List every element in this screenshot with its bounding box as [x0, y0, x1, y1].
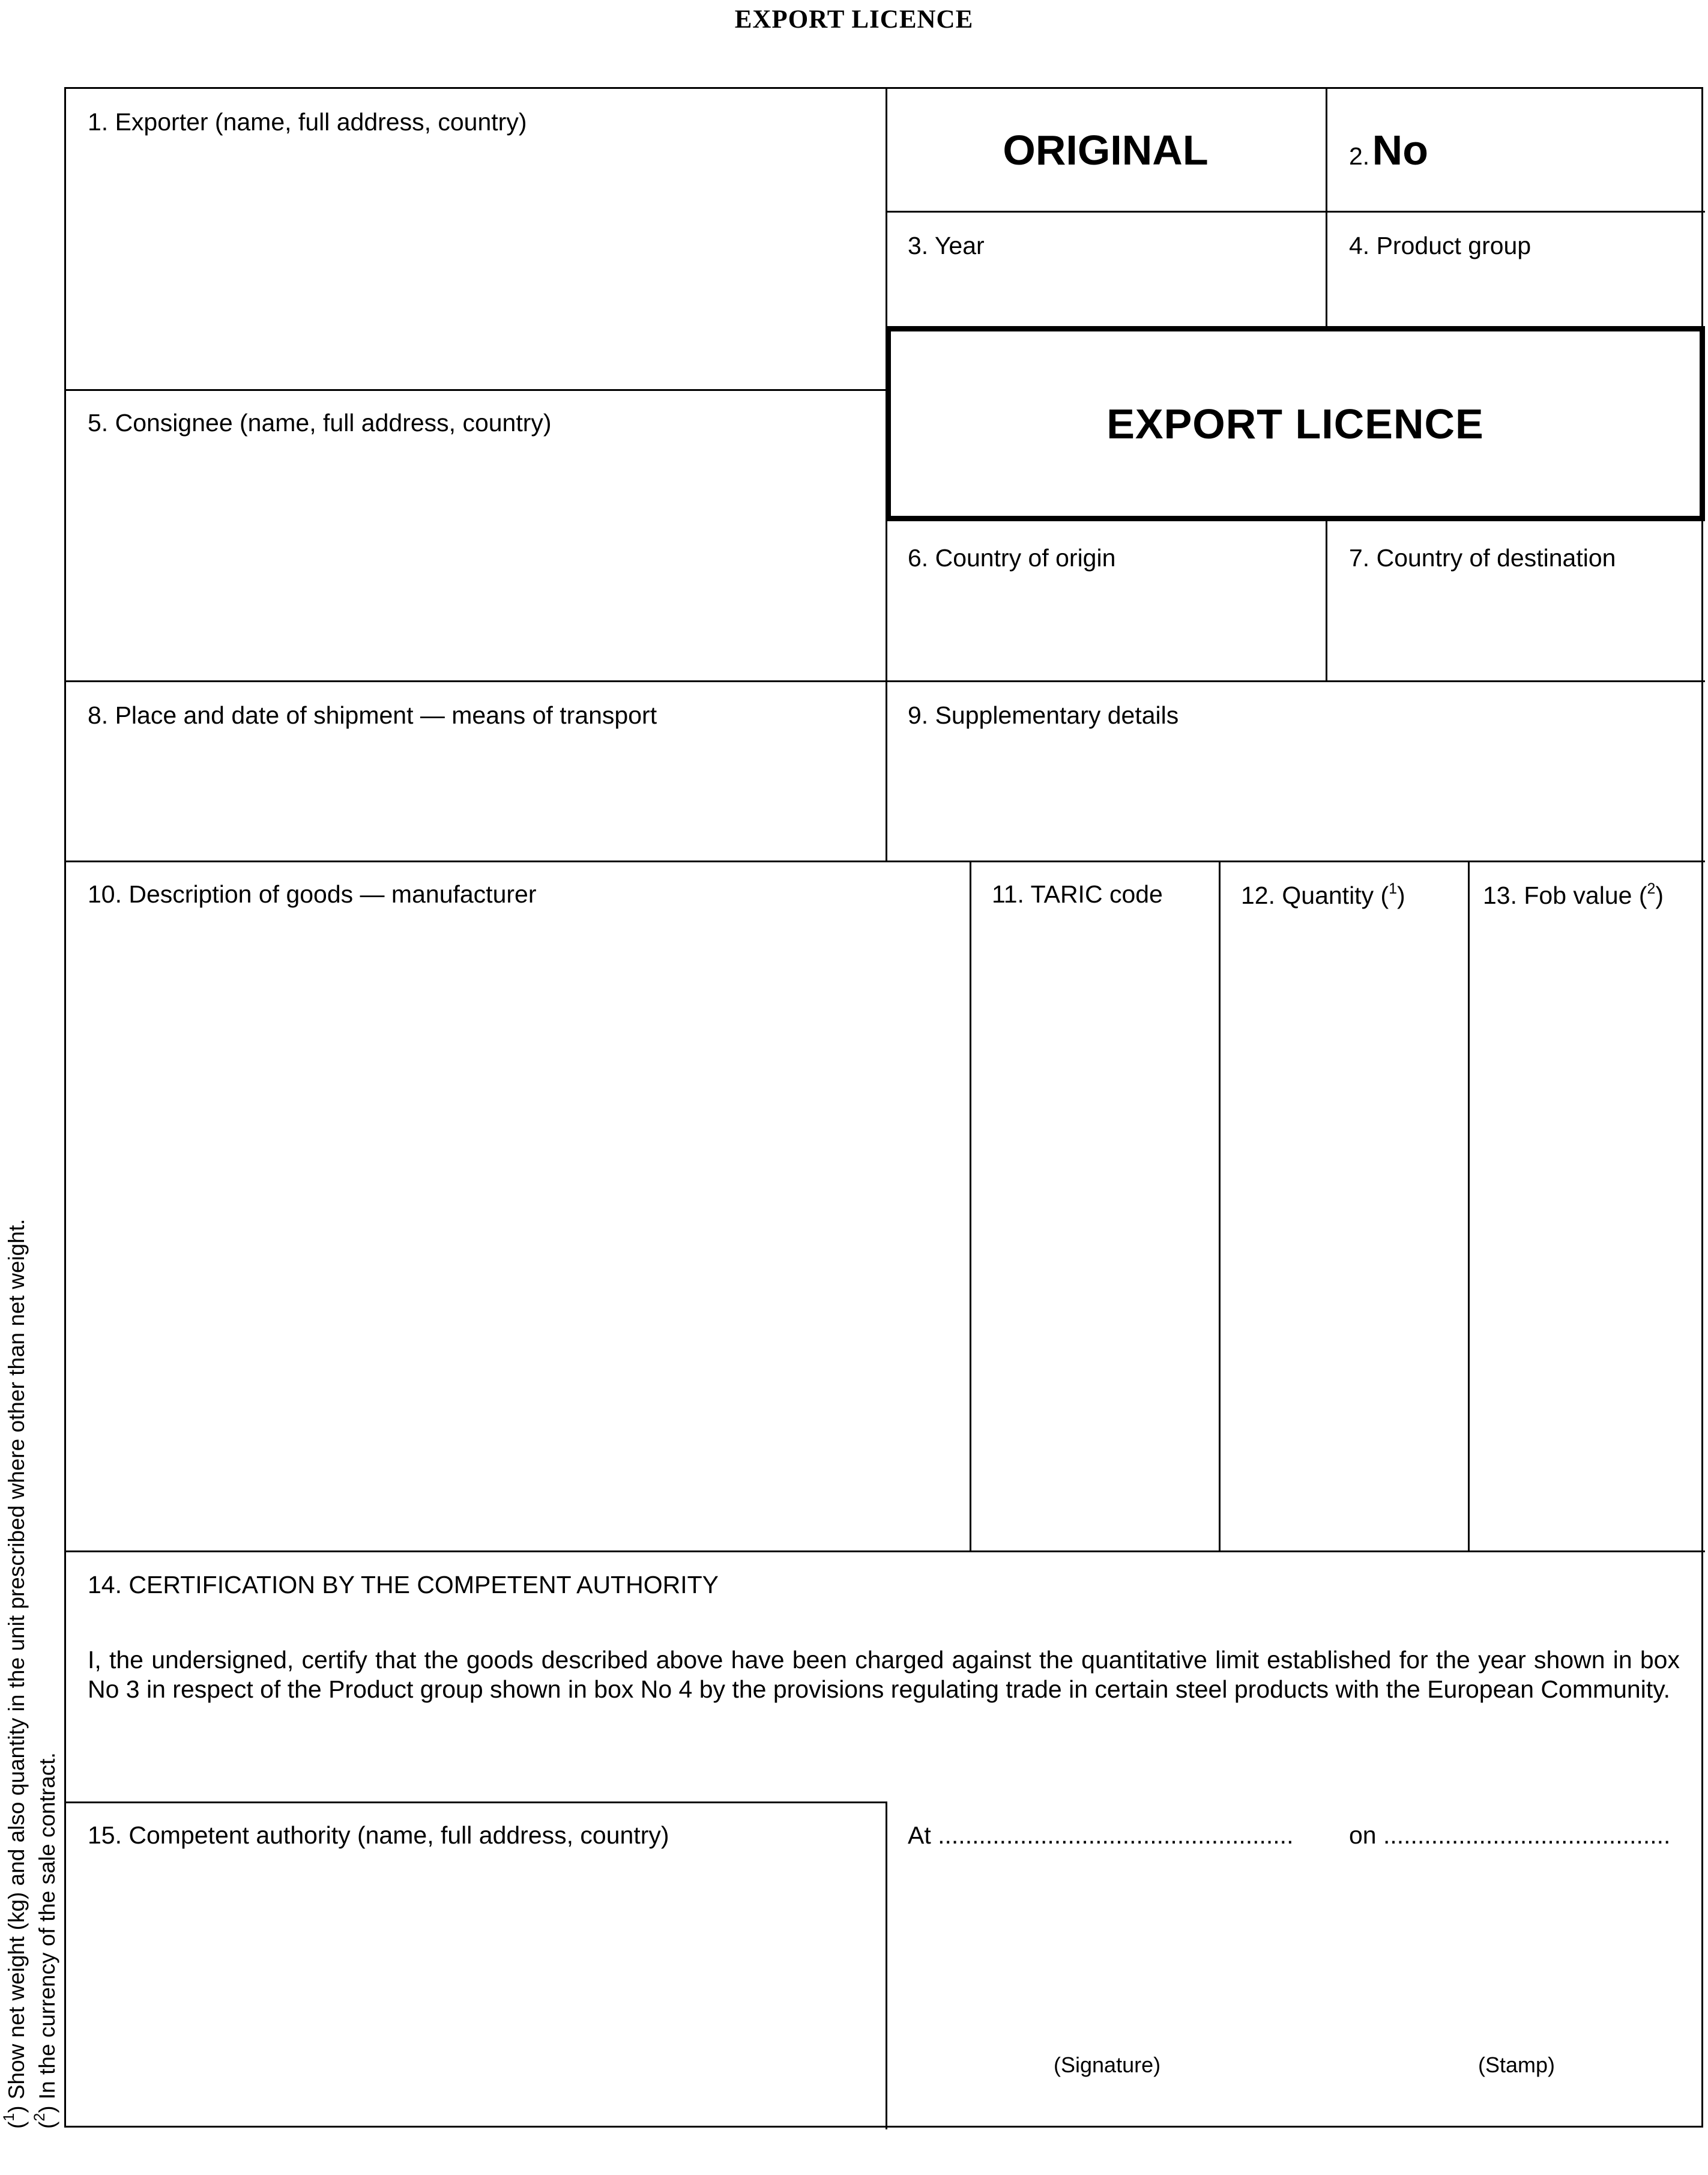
divider	[886, 1801, 887, 2129]
quantity-label: 12. Quantity ($^1$)	[1241, 880, 1405, 909]
page-title: EXPORT LICENCE	[734, 5, 974, 34]
licence-form	[64, 87, 1703, 2128]
divider	[886, 211, 1705, 213]
divider	[970, 861, 971, 1550]
original-label: ORIGINAL	[1003, 127, 1209, 174]
certification-text: I, the undersigned, certify that the goods described above have been charged against the quantitative limit established for the year shown in box No 3 in respect of the Product group shown in box No 4 by the provisions regulating trade in certain steel products with the European Community.	[88, 1646, 1680, 1704]
divider	[1219, 861, 1221, 1550]
export-licence-heading: EXPORT LICENCE	[1106, 400, 1484, 447]
description-label: 10. Description of goods — manufacturer	[88, 880, 537, 908]
year-label: 3. Year	[908, 232, 985, 259]
side-footnotes	[0, 1174, 62, 2129]
at-field: At ....................................................	[908, 1821, 1294, 1849]
exporter-label: 1. Exporter (name, full address, country)	[88, 108, 527, 136]
divider	[886, 89, 887, 326]
fob-value-label: 13. Fob value ($^2$)	[1483, 880, 1664, 909]
shipment-label: 8. Place and date of shipment — means of transport	[88, 701, 657, 729]
country-of-origin-label: 6. Country of origin	[908, 544, 1116, 572]
footnote-1: ($^1$) Show net weight (kg) and also quantity in the unit prescribed where other than net weight.	[1, 1218, 29, 2129]
footnote-2: ($^2$) In the currency of the sale contract.	[31, 1752, 60, 2129]
divider	[66, 1801, 886, 1803]
divider	[1468, 861, 1470, 1550]
signature-label: (Signature)	[1054, 2052, 1161, 2077]
certification-title: 14. CERTIFICATION BY THE COMPETENT AUTHORITY	[88, 1571, 719, 1599]
divider	[886, 521, 887, 861]
divider	[66, 861, 1705, 862]
stamp-label: (Stamp)	[1478, 2052, 1556, 2077]
divider	[66, 389, 886, 391]
divider	[1326, 521, 1327, 680]
consignee-label: 5. Consignee (name, full address, country)	[88, 409, 552, 437]
country-of-destination-label: 7. Country of destination	[1349, 544, 1616, 572]
number-label: 2. No	[1349, 127, 1428, 174]
export-licence-box	[886, 326, 1705, 521]
supplementary-details-label: 9. Supplementary details	[908, 701, 1179, 729]
on-field: on ..........................................	[1349, 1821, 1671, 1849]
divider	[1326, 89, 1327, 326]
competent-authority-label: 15. Competent authority (name, full address, country)	[88, 1821, 669, 1849]
taric-code-label: 11. TARIC code	[992, 880, 1163, 908]
divider	[66, 1550, 1705, 1552]
product-group-label: 4. Product group	[1349, 232, 1531, 259]
